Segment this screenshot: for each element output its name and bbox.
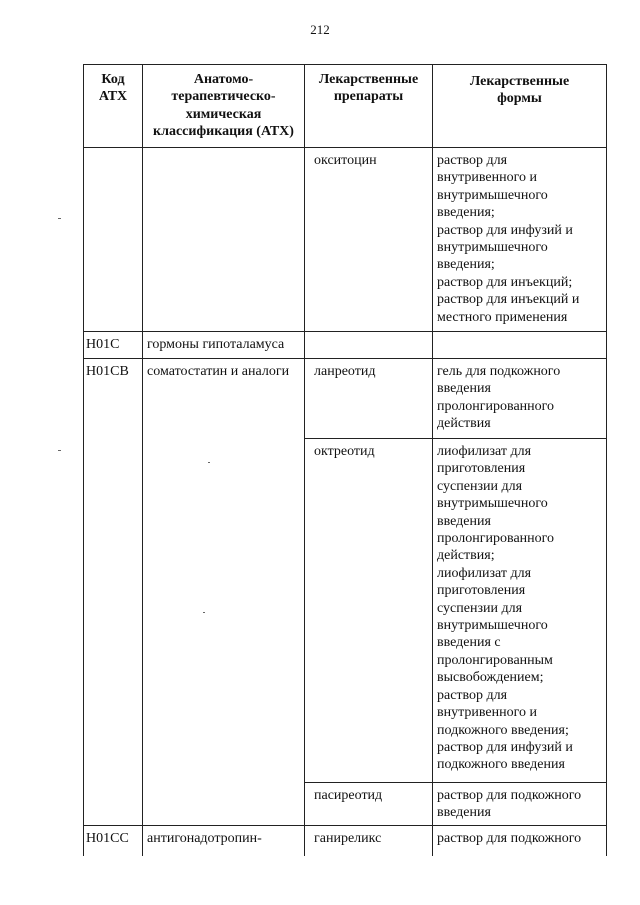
header-atc-code: Код АТХ bbox=[84, 65, 143, 148]
dosage-forms-cell: раствор для подкожного bbox=[433, 826, 607, 856]
atc-classification-cell bbox=[143, 148, 305, 332]
scan-speck bbox=[208, 462, 210, 463]
dosage-forms-cell: раствор для внутривенного и внутримышечного введения; раствор для инфузий и внутримышечного введения; раствор для инъекций; раствор для инъекций и местного применения bbox=[433, 148, 607, 332]
atc-code-cell: H01CB bbox=[84, 359, 143, 826]
atc-classification-cell: антигонадотропин- bbox=[143, 826, 305, 856]
dosage-forms-cell: лиофилизат для приготовления суспензии для внутримышечного введения пролонгированного действия; лиофилизат для приготовления суспензии для внутримышечного введения с пролонгированным высвобождением; раствор для внутривенного и подкожного введения; раствор для инфузий и подкожного введения bbox=[433, 439, 607, 783]
header-dosage-forms: Лекарственные формы bbox=[433, 65, 607, 148]
drug-cell bbox=[305, 332, 433, 359]
atc-code-cell bbox=[84, 148, 143, 332]
scan-speck bbox=[58, 218, 61, 219]
atc-classification-cell: гормоны гипоталамуса bbox=[143, 332, 305, 359]
header-atc-classification: Анатомо- терапевтическо- химическая классификация (АТХ) bbox=[143, 65, 305, 148]
scan-speck bbox=[58, 450, 61, 451]
atc-code-cell: H01C bbox=[84, 332, 143, 359]
dosage-forms-cell: гель для подкожного введения пролонгированного действия bbox=[433, 359, 607, 439]
atc-code-cell: H01CC bbox=[84, 826, 143, 856]
atc-classification-cell: соматостатин и аналоги bbox=[143, 359, 305, 826]
drug-cell: октреотид bbox=[305, 439, 433, 783]
drug-cell: ланреотид bbox=[305, 359, 433, 439]
header-drugs: Лекарственные препараты bbox=[305, 65, 433, 148]
table-header-row bbox=[84, 65, 607, 148]
drug-cell: пасиреотид bbox=[305, 783, 433, 826]
table-row bbox=[84, 148, 607, 332]
drug-cell: окситоцин bbox=[305, 148, 433, 332]
table-row bbox=[84, 826, 607, 856]
dosage-forms-cell: раствор для подкожного введения bbox=[433, 783, 607, 826]
table-row bbox=[84, 332, 607, 359]
drug-cell: ганиреликс bbox=[305, 826, 433, 856]
page-number: 212 bbox=[310, 22, 330, 37]
atc-drug-table bbox=[83, 64, 607, 856]
scan-speck bbox=[203, 612, 205, 613]
table-row bbox=[84, 359, 607, 439]
dosage-forms-cell bbox=[433, 332, 607, 359]
